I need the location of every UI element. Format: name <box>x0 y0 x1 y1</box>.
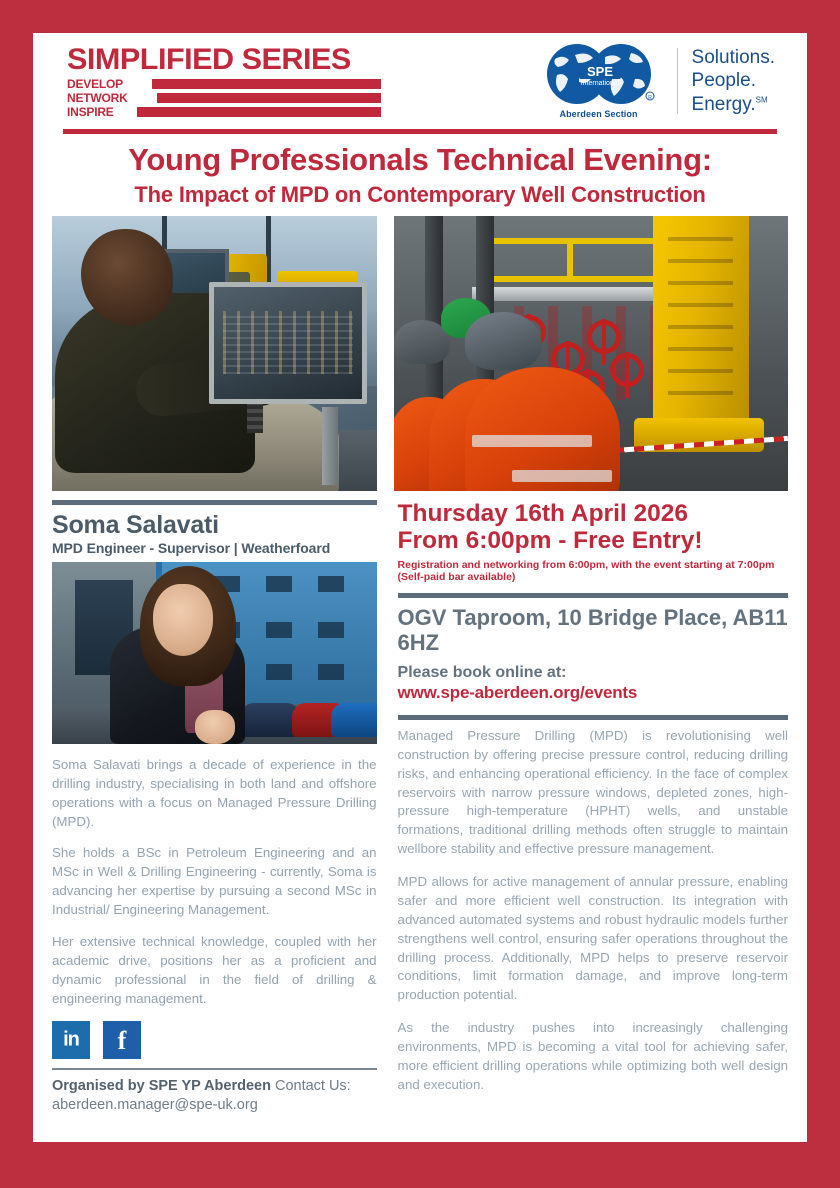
series-keyword-develop-label: DEVELOP <box>67 77 123 91</box>
series-bar-1 <box>152 79 381 89</box>
rig-top-drive <box>653 216 749 431</box>
simplified-series-title: SIMPLIFIED SERIES <box>67 43 351 76</box>
spe-tagline-sup: SM <box>755 95 768 105</box>
abstract-paragraph-1: Managed Pressure Drilling (MPD) is revolutionising well construction by offering precise pressure control, reducing drilling risks, and enhancing operational efficiency. In the face of complex reservoirs with narrow pressure windows, depleted zones, high-pressure high-temperature (HPHT) wells, and unstable formations, traditional drilling methods often struggle to maintain wellbore stability and effective pressure management. <box>397 727 788 857</box>
series-keyword-inspire-label: INSPIRE <box>67 105 114 119</box>
speaker-name: Soma Salavati <box>52 510 219 539</box>
spe-tagline-line-1: Solutions. <box>691 46 775 68</box>
linkedin-icon-label: in <box>63 1028 79 1051</box>
speaker-role: MPD Engineer - Supervisor | Weatherfoard <box>52 539 331 556</box>
facebook-icon[interactable] <box>103 1021 141 1059</box>
photo-driller-cabin <box>52 216 377 491</box>
spe-logo <box>535 43 663 119</box>
event-venue: OGV Taproom, 10 Bridge Place, AB11 6HZ <box>397 604 788 655</box>
venue-top-divider <box>398 593 788 598</box>
abstract-top-divider <box>398 715 788 720</box>
spe-tagline-line-3: Energy. <box>691 93 756 115</box>
series-keyword-network-label: NETWORK <box>67 91 128 105</box>
svg-text:SPE: SPE <box>586 64 613 79</box>
organiser-name: Organised by SPE YP Aberdeen <box>52 1078 271 1095</box>
booking-url[interactable]: www.spe-aberdeen.org/events <box>397 682 638 702</box>
abstract-paragraph-2: MPD allows for active management of annular pressure, enabling safer and more efficient well construction. Its integration with advanced automated systems and robust hydraulic models further strengthens well control, ensuring safer operations throughout the drilling process. Additionally, MPD helps to preserve reservoir conditions, limit formation damage, and improve long-term production potential. <box>397 874 788 1003</box>
spe-tagline-line-2: People. <box>691 70 756 92</box>
photo-rig-floor <box>394 216 788 491</box>
poster-header <box>51 33 789 125</box>
rig-hi-vis-stripe-2 <box>512 470 612 482</box>
event-note-line-1: Registration and networking from 6:00pm, with the event starting at 7:00pm <box>397 558 775 571</box>
svg-text:International: International <box>580 80 619 87</box>
svg-text:R: R <box>647 95 652 101</box>
rig-valve-3 <box>587 320 621 354</box>
event-date: Thursday 16th April 2026 <box>397 499 689 527</box>
portrait-hands <box>195 710 235 744</box>
series-bar-3 <box>137 107 381 117</box>
right-column <box>394 216 788 1115</box>
bio-paragraph-2: She holds a BSc in Petroleum Engineering and an MSc in Well & Drilling Engineering - currently, Soma is advancing her expertise by pursuing a second MSc in Industrial/ Engineering Management. <box>52 845 377 918</box>
poster-sheet <box>33 33 807 1142</box>
spe-tagline <box>692 46 775 117</box>
series-keyword-inspire <box>67 106 381 118</box>
event-note-line-2: (Self-paid bar available) <box>397 571 516 584</box>
rig-deck-edge <box>472 287 677 301</box>
event-abstract <box>398 727 788 1095</box>
contact-email[interactable]: aberdeen.manager@spe-uk.org <box>52 1097 258 1114</box>
rig-hi-vis-stripe-1 <box>472 435 592 447</box>
simplified-series-keywords <box>67 78 381 118</box>
speaker-biography <box>52 756 377 1009</box>
contact-label: Contact Us: <box>270 1078 351 1095</box>
cabin-main-monitor <box>209 282 367 404</box>
poster-columns <box>51 216 789 1115</box>
rig-rail-post-2 <box>567 238 573 277</box>
bio-paragraph-3: Her extensive technical knowledge, coupled with her academic drive, positions her as a proficient and dynamic professional in the field of drilling & engineering management. <box>52 933 377 1006</box>
simplified-series-logo <box>51 41 381 120</box>
photo-speaker-portrait <box>52 562 377 744</box>
portrait-face <box>153 584 213 656</box>
linkedin-icon[interactable] <box>52 1021 90 1059</box>
rig-handrail-mid <box>480 276 661 282</box>
spe-globe-svg <box>535 43 663 105</box>
booking-label: Please book online at: <box>397 663 567 681</box>
left-column <box>52 216 377 1115</box>
series-keyword-develop <box>67 78 381 90</box>
spe-logo-block <box>535 41 789 119</box>
facebook-icon-label: f <box>117 1026 127 1056</box>
spe-section-label: Aberdeen Section <box>559 109 638 119</box>
speaker-top-divider <box>52 500 377 505</box>
poster-title-block <box>51 134 789 216</box>
portrait-car-3 <box>331 703 376 737</box>
series-keyword-network <box>67 92 381 104</box>
social-links <box>52 1021 377 1059</box>
cabin-monitor-stand <box>322 407 338 485</box>
footer-divider <box>52 1068 377 1070</box>
abstract-paragraph-3: As the industry pushes into increasingly challenging environments, MPD is becoming a vital tool for achieving safer, more efficient drilling operations while optimizing both well design and execution. <box>397 1020 788 1092</box>
spacer-1 <box>398 491 788 500</box>
event-title: Young Professionals Technical Evening: <box>128 142 712 177</box>
bio-paragraph-1: Soma Salavati brings a decade of experience in the drilling industry, specialising in both land and offshore operations with a focus on Managed Pressure Drilling (MPD). <box>52 756 377 829</box>
rig-hard-hat-gray-2 <box>465 312 541 370</box>
header-vertical-divider <box>677 48 678 114</box>
event-subtitle: The Impact of MPD on Contemporary Well Construction <box>134 181 706 207</box>
series-bar-2 <box>157 93 381 103</box>
event-time: From 6:00pm - Free Entry! <box>397 527 703 555</box>
organiser-line <box>52 1077 377 1096</box>
spe-globe-icon <box>535 43 663 105</box>
right-column-content <box>394 491 788 1095</box>
spe-tagline-line-3-wrap <box>692 93 775 117</box>
